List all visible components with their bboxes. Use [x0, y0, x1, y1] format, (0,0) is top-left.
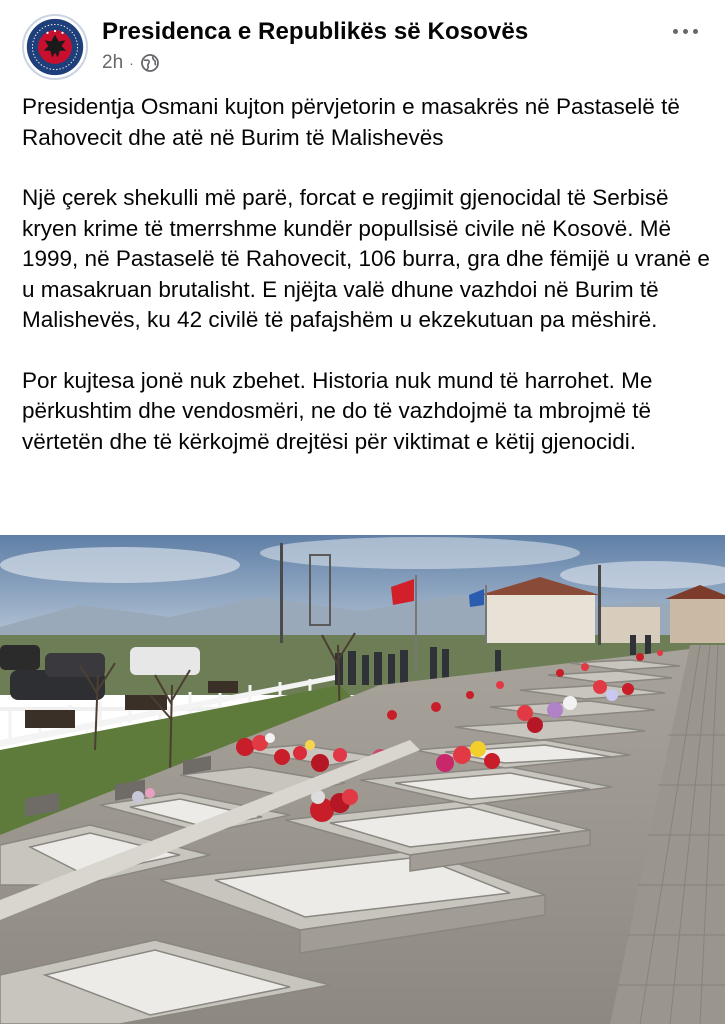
post-timestamp[interactable]: 2h	[102, 52, 124, 73]
post-header	[0, 0, 725, 90]
page-name-link[interactable]: Presidenca e Republikës së Kosovës	[102, 18, 529, 45]
post-body	[22, 92, 712, 457]
post-paragraph-headline: Presidentja Osmani kujton përvjetorin e masakrës në Pastaselë të Rahovecit dhe atë në Burim të Malishevës	[22, 94, 680, 150]
post-photo[interactable]	[0, 535, 725, 1024]
meta-separator: ·	[129, 55, 134, 71]
more-horizontal-icon	[673, 29, 698, 34]
post-paragraph-history: Një çerek shekulli më parë, forcat e regjimit gjenocidal të Serbisë kryen krime të tmerrshme kundër popullsisë civile në Kosovë. Më 1999, në Pastaselë të Rahovecit, 106 burra, gra dhe fëmijë u vranë e u masakruan brutalisht. E njëjta valë dhune vazhdoi në Burim të Malishevës, ku 42 civilë të pafajshëm u ekzekutuan pa mëshirë.	[22, 185, 710, 332]
page-avatar[interactable]	[22, 14, 88, 80]
more-options-button[interactable]	[665, 16, 705, 46]
memorial-cemetery-photo	[0, 535, 725, 1024]
globe-icon[interactable]	[140, 53, 160, 73]
presidency-seal-icon	[24, 16, 86, 78]
post-paragraph-memory: Por kujtesa jonë nuk zbehet. Historia nuk mund të harrohet. Me përkushtim dhe vendosmëri, ne do të vazhdojmë ta mbrojmë të vërtetën dhe të kërkojmë drejtësi për viktimat e këtij gjenocidi.	[22, 367, 653, 454]
post-meta	[102, 52, 160, 74]
